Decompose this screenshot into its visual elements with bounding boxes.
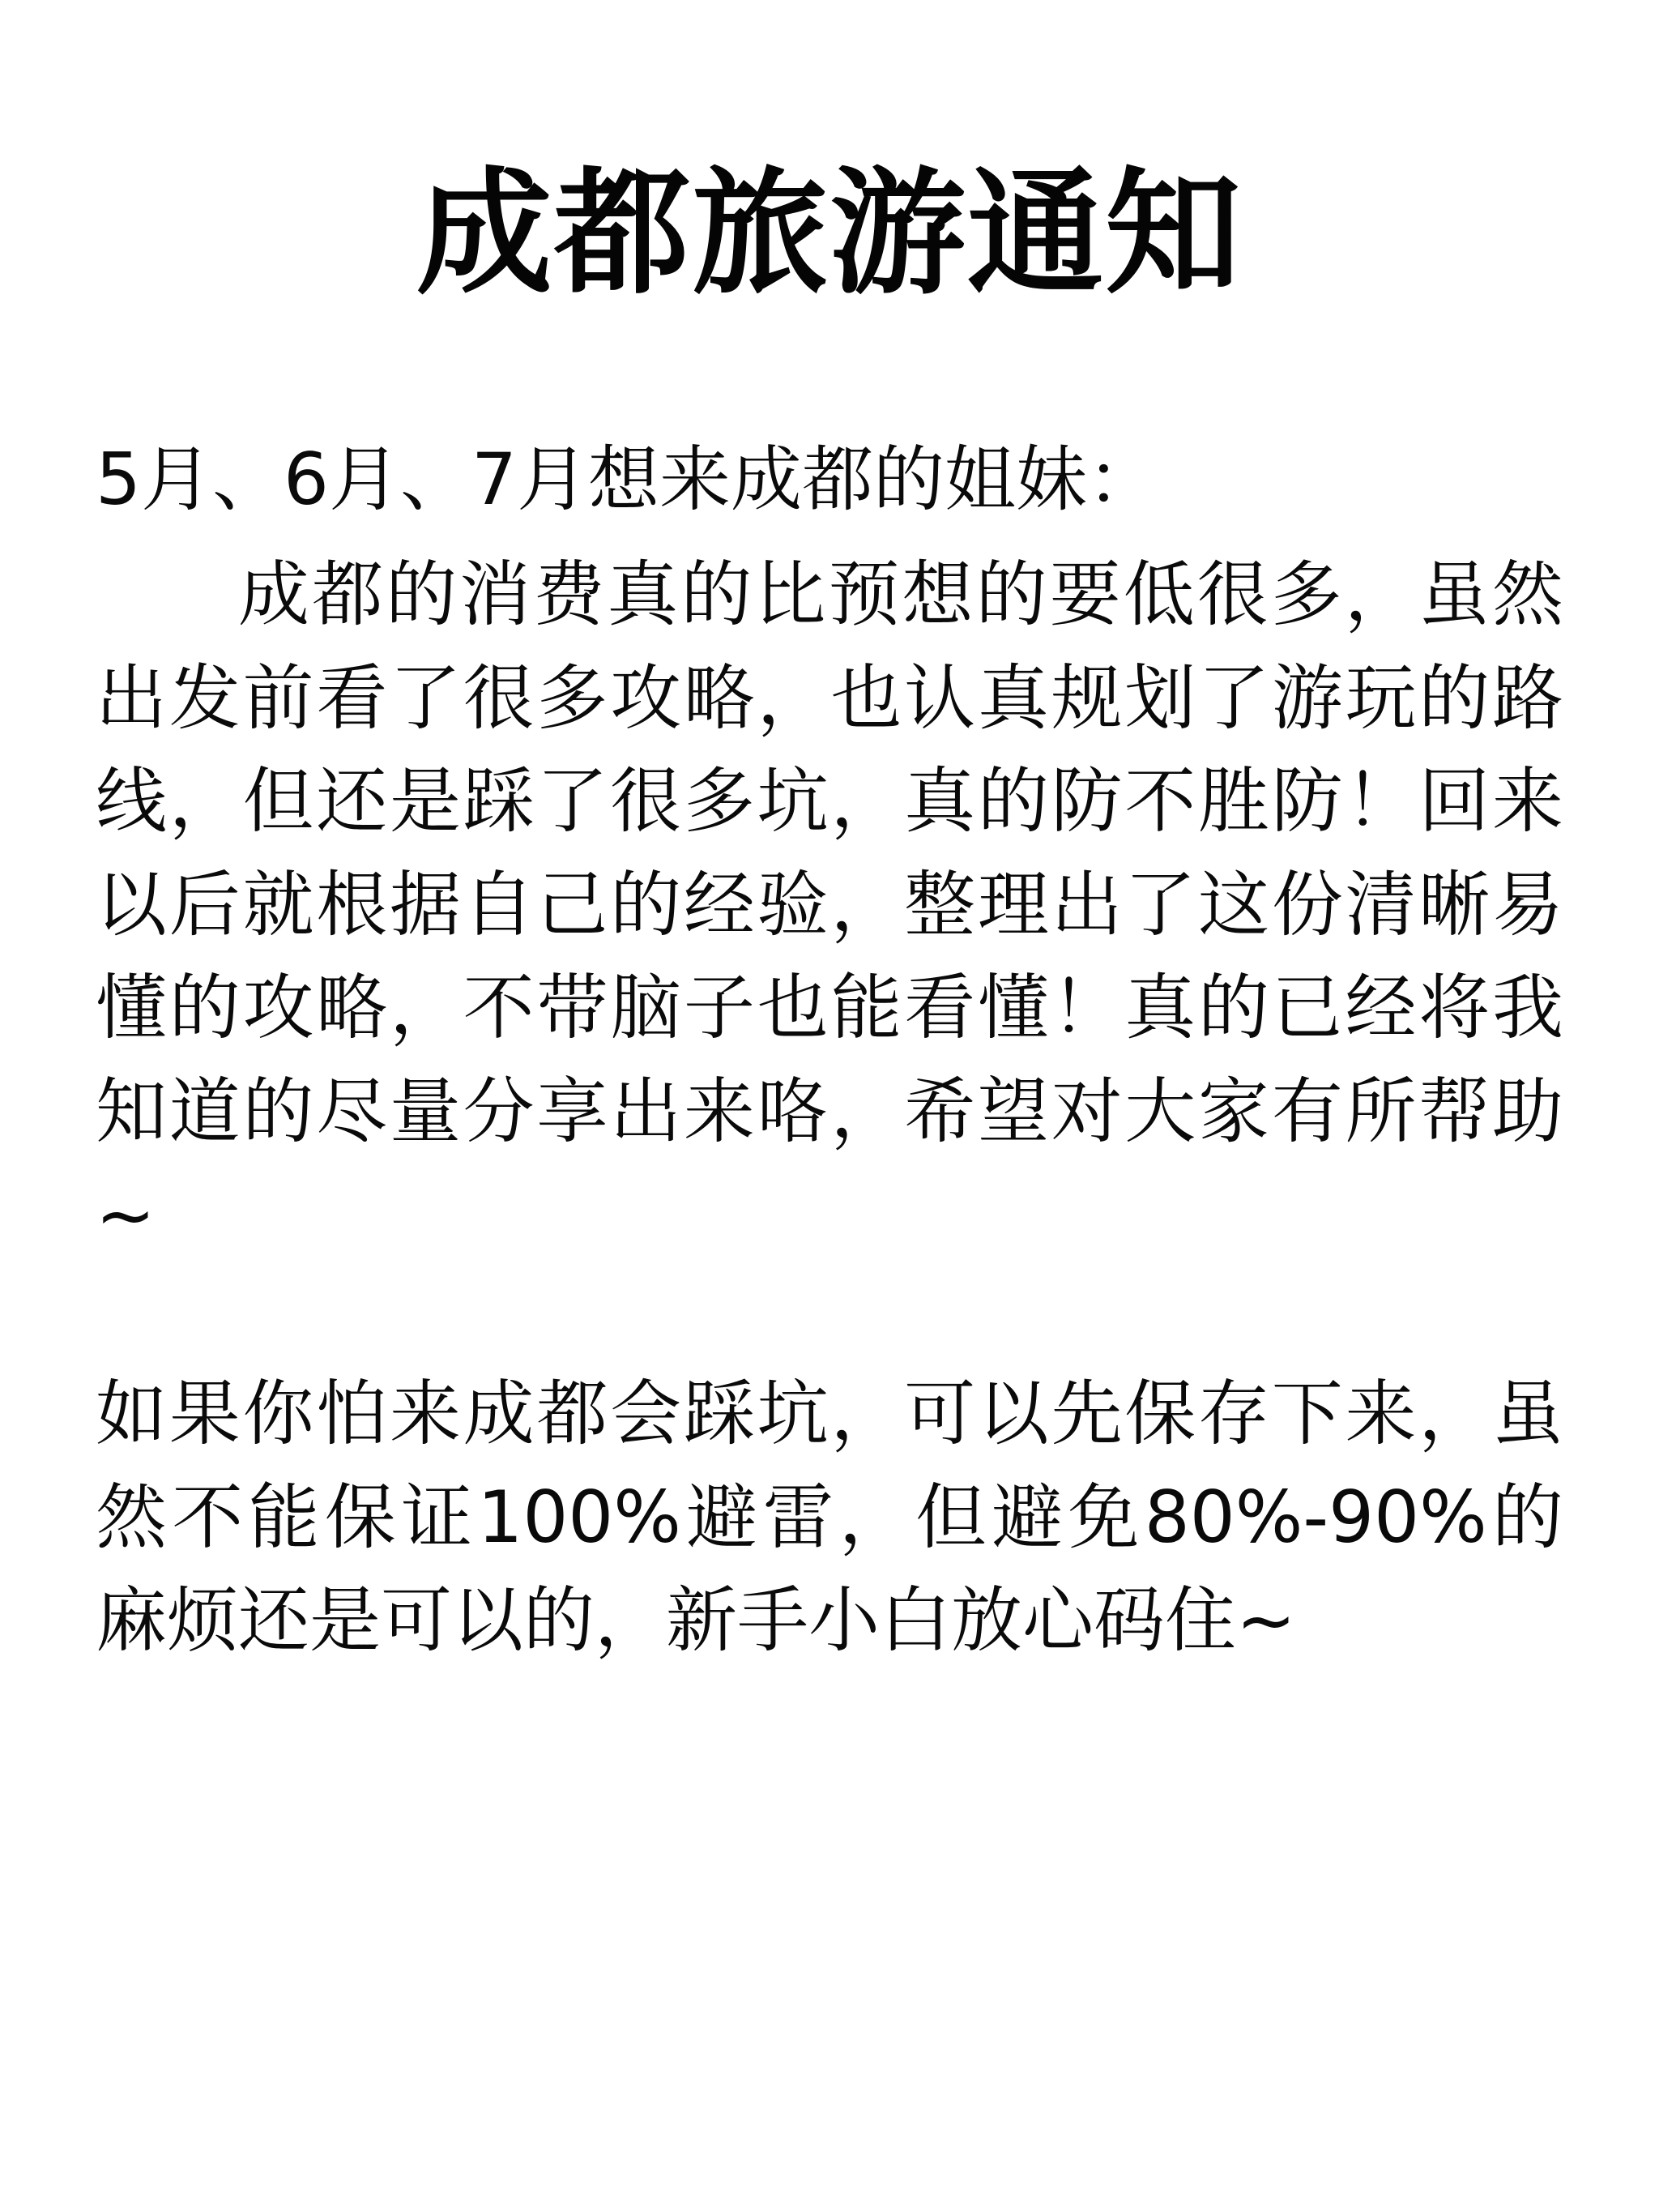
advice-paragraph: 如果你怕来成都会踩坑，可以先保存下来，虽然不能保证100%避雷，但避免80%-90%的麻烦还是可以的，新手小白放心码住~ — [96, 1372, 1563, 1663]
page-title: 成都旅游通知 — [416, 154, 1243, 313]
salutation-paragraph: 5月、6月、7月想来成都的姐妹： — [96, 438, 1158, 522]
paragraph-spacer — [96, 1266, 1563, 1362]
document-body — [96, 428, 1563, 1672]
intro-paragraph: 成都的消费真的比预想的要低很多，虽然出发前看了很多攻略，也认真规划了游玩的路线，但还是踩了很多坑，真的防不胜防！回来以后就根据自己的经验，整理出了这份清晰易懂的攻略，不带脑子也能看懂！真的已经将我知道的尽量分享出来咯，希望对大家有所帮助~ — [96, 552, 1563, 1257]
